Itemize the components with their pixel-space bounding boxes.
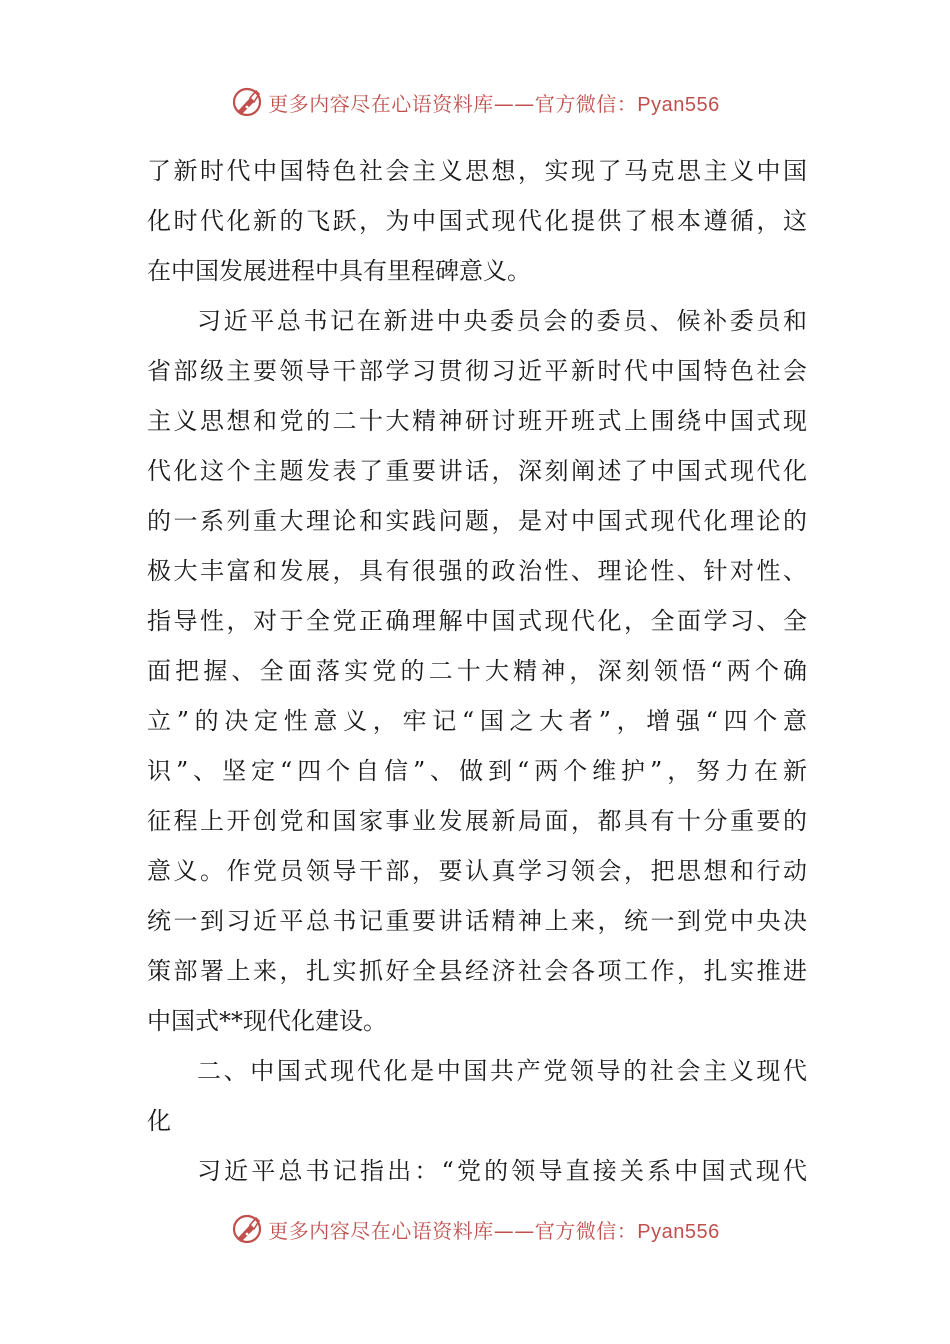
banner-wechat-label: 官方微信：: [534, 1218, 638, 1243]
body-line: 的一系列重大理论和实践问题，是对中国式现代化理论的: [147, 507, 807, 535]
body-line: 了新时代中国特色社会主义思想，实现了马克思主义中国: [147, 157, 807, 185]
banner-dash: ——: [493, 91, 535, 116]
banner-title: 更多内容尽在心语资料库: [268, 91, 494, 116]
banner-dash: ——: [493, 1218, 535, 1243]
banner-wechat-label: 官方微信：: [534, 91, 638, 116]
banner-text: [268, 1215, 719, 1244]
body-line: 征程上开创党和国家事业发展新局面，都具有十分重要的: [147, 807, 807, 835]
body-line: 在中国发展进程中具有里程碑意义。: [147, 257, 531, 285]
pen-nib-logo-icon: [230, 1212, 264, 1246]
pen-nib-logo-icon: [230, 85, 264, 119]
body-line: 习近平总书记指出：“党的领导直接关系中国式现代: [197, 1157, 807, 1185]
body-line: 识”、坚定“四个自信”、做到“两个维护”，努力在新: [147, 757, 807, 785]
banner-title: 更多内容尽在心语资料库: [268, 1218, 494, 1243]
body-line: 习近平总书记在新进中央委员会的委员、候补委员和: [197, 307, 807, 335]
body-line: 主义思想和党的二十大精神研讨班开班式上围绕中国式现: [147, 407, 807, 435]
body-line: 中国式**现代化建设。: [147, 1007, 387, 1035]
body-line: 面把握、全面落实党的二十大精神，深刻领悟“两个确: [147, 657, 807, 685]
section-heading-line: 化: [147, 1107, 171, 1135]
body-line: 意义。作党员领导干部，要认真学习领会，把思想和行动: [147, 857, 807, 885]
banner-wechat-id: Pyan556: [637, 1220, 720, 1243]
body-line: 策部署上来，扎实抓好全县经济社会各项工作，扎实推进: [147, 957, 807, 985]
body-line: 立”的决定性意义，牢记“国之大者”，增强“四个意: [147, 707, 807, 735]
body-line: 化时代化新的飞跃，为中国式现代化提供了根本遵循，这: [147, 207, 807, 235]
body-line: 极大丰富和发展，具有很强的政治性、理论性、针对性、: [147, 557, 807, 585]
footer-banner: [0, 1209, 950, 1249]
banner-text: [268, 88, 719, 117]
document-body: [147, 146, 807, 1196]
header-banner: [0, 82, 950, 122]
section-heading-line: 二、中国式现代化是中国共产党领导的社会主义现代: [197, 1057, 807, 1085]
body-line: 统一到习近平总书记重要讲话精神上来，统一到党中央决: [147, 907, 807, 935]
body-line: 省部级主要领导干部学习贯彻习近平新时代中国特色社会: [147, 357, 807, 385]
body-line: 代化这个主题发表了重要讲话，深刻阐述了中国式现代化: [147, 457, 807, 485]
banner-wechat-id: Pyan556: [637, 93, 720, 116]
body-line: 指导性，对于全党正确理解中国式现代化，全面学习、全: [147, 607, 807, 635]
